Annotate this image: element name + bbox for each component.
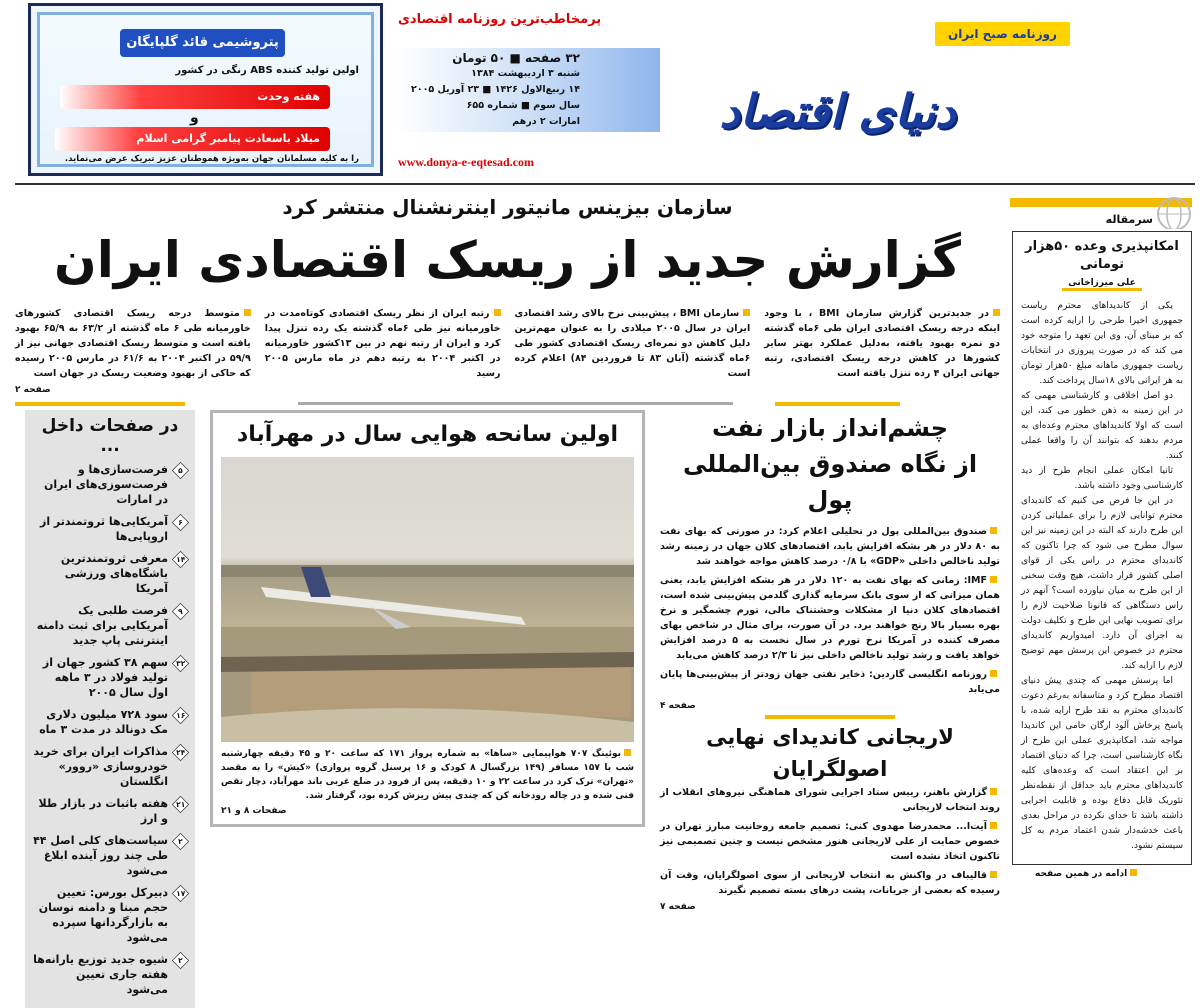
pages-price: ۳۲ صفحه ■ ۵۰ تومان [452, 51, 580, 65]
summary-text: رتبه ایران از نظر ریسک اقتصادی کوتاه‌مدت در خاورمیانه نیز طی ۶ماه گذشته یک رده تنزل پیدا کرد و ایران از رتبه نهم در بین ۱۳کشور خاورمیانه در اکتبر ۲۰۰۴ به رتبه دهم در ماه مارس ۲۰۰۵ رسید [264, 308, 501, 379]
date-other: ۱۴ ربیع‌الاول ۱۴۲۶ ■ ۲۳ آوریل ۲۰۰۵ [410, 84, 580, 95]
editorial-paragraph: دو اصل اخلاقی و کارشناسی مهمی که در این زمینه به ذهن خطور می کند، این است که اولا کاندیداهای محترم وعده‌ای به مردم بدهند که بتوانند آن را واقعا عملی کنند. [1021, 391, 1183, 461]
divider [298, 402, 733, 405]
inside-pages-title: در صفحات داخل ... [41, 416, 179, 456]
page-ref[interactable]: صفحه ۲ [15, 385, 51, 395]
uae-price: امارات ۲ درهم [512, 116, 580, 127]
page-number-badge: ۲ [172, 952, 189, 969]
editorial-box [1012, 231, 1192, 865]
summary-text: در جدیدترین گزارش سازمان BMI ، با وجود اینکه درجه ریسک اقتصادی ایران طی ۶ماه گذشته دو نمره بهبود یافته، به‌دلیل عملکرد بهتر سایر کشورها در کاهش درجه ریسک اقتصادی، رتبه جهانی ایران ۴ رده تنزل یافته است [764, 308, 1000, 379]
bullet-icon [990, 527, 997, 534]
larijani-bullet: قالیباف در واکنش به انتخاب لاریجانی از سوی اصولگرایان، وقت آن رسیده که بعضی از جریانات، پشت درهای بسته تصمیم نگیرند [660, 870, 1000, 896]
inside-item-text: شیوه جدید توزیع یارانه‌ها هفته جاری تعیین می‌شود [33, 953, 168, 996]
page-number-badge: ۳۲ [172, 655, 189, 672]
oil-headline-2[interactable]: از نگاه صندوق بین‌المللی پول [682, 450, 978, 514]
photo-caption [221, 747, 634, 803]
main-area [15, 192, 1000, 1008]
oil-story [660, 410, 1000, 912]
bullet-icon [990, 576, 997, 583]
inside-item-text: دبیرکل بورس: تعیین حجم مبنا و دامنه نوسان به بازارگردانها سپرده می‌شود [38, 886, 168, 944]
oil-bullet: صندوق بین‌المللی پول در تحلیلی اعلام کرد: در صورتی که بهای نفت به ۸۰ دلار در هر بشکه افزایش یابد، اقتصادهای کلان جهان در زمینه رشد تولید ناخالص داخلی «GDP» با ۰/۸ درصد کاهش مواجه خواهند شد [660, 526, 1000, 567]
inside-item-text: سهم ۳۸ کشور جهان از تولید فولاد در ۳ ماهه اول سال ۲۰۰۵ [42, 656, 168, 699]
bullet-icon [990, 822, 997, 829]
oil-bullet: IMF: زمانی که بهای نفت به ۱۲۰ دلار در هر بشکه افزایش یابد، یعنی همان میزانی که از سوی بانک سرمایه گذاری گلدمن پیش‌بینی شده است، اقتصادهای کلان دنیا از مشکلات وحشتناک مالی، تورم چشمگیر و نرخ بهره بسیار بالا رنج خواهند برد. در آن صورت، برای مثال در شاخص بهای مصرف کننده در آمریکا نرخ تورم در سال نخست به ۵ درصد افزایش خواهد یافت و رشد تولید ناخالص داخلی نیز تا ۲/۳ درصد کاهش می‌یابد [660, 575, 1000, 661]
inside-item-text: فرصت طلبی یک آمریکایی برای ثبت دامنه اینترنتی پاپ جدید [36, 604, 168, 647]
editorial-paragraph: اما پرسش مهمی که چندی پیش دنیای اقتصاد مطرح کرد و متاسفانه به‌رغم دعوت کاندیدای محترم به نقد طرح ارایه شده، با پاسخ پرخاش آلود ارگان حامی این کاندیدا مواجه شد، امکانپذیری عملی این طرح از نگاه کارشناسی است، چرا که دنیای اقتصاد بر این اعتقاد است که وعده‌های کلیه کاندیداهای محترم باید حداقل از نقطه‌نظر تئوریک قابل دفاع بوده و قابلیت اجرایی داشته باشد تا خدای نکرده در مراحل بعدی باعث خدشه‌دار شدن اعتماد مردم به کل سیستم نشود. [1021, 676, 1183, 851]
inside-item-text: مذاکرات ایران برای خرید خودروسازی «روور» انگلستان [33, 745, 168, 788]
inside-item-text: معرفی ثروتمندترین باشگاه‌های ورزشی آمریکا [60, 552, 168, 595]
inside-page-item[interactable] [31, 833, 189, 878]
larijani-bullet: آیت‌ا... محمدرضا مهدوی کنی: تصمیم جامعه روحانیت مبارز تهران در خصوص حمایت از علی لاریجانی هنوز مشخص نیست و چنین تصمیمی نیز تاکنون اتخاذ نشده است [660, 821, 1000, 862]
globe-icon [1155, 195, 1193, 229]
summary-text: متوسط درجه ریسک اقتصادی کشورهای خاورمیانه طی ۶ ماه گذشته از ۶۳/۲ به ۶۵/۹ بهبود یافته است و متوسط ریسک اقتصادی جهانی نیز از ۵۹/۹ در اکتبر ۲۰۰۴ به ۶۱/۶ در مارس ۲۰۰۵ رسیده که حاکی از بهبود وضعیت ریسک در جهان است [15, 308, 251, 379]
page-ref[interactable]: صفحه ۴ [660, 701, 696, 711]
divider [765, 715, 895, 719]
inside-item-text: آمریکایی‌ها ثروتمندتر از اروپایی‌ها [40, 515, 168, 543]
page-number-badge: ۱۴ [172, 551, 189, 568]
editorial-section-label: سرمقاله [1105, 213, 1153, 226]
bullet-icon [624, 749, 631, 756]
oil-bullet: روزنامه انگلیسی گاردین: ذخایر نفتی جهان زودتر از پیش‌بینی‌ها پایان می‌یابد [660, 669, 1000, 695]
divider [15, 402, 185, 406]
editorial-paragraph: ثانیا امکان عملی انجام طرح از دید کارشناسی وجود داشته باشد. [1021, 466, 1183, 491]
lead-kicker: سازمان بیزینس مانیتور اینترنشنال منتشر کرد [282, 195, 733, 219]
editorial-paragraph: یکی از کاندیداهای محترم ریاست جمهوری اخیرا طرحی را ارایه کرده است که بر مبنای آن، وی این تعهد را متوجه خود می کند که در صورت پیروزی در انتخابات ریاست جمهوری ماهانه مبلغ ۵۰هزار تومان به هر ایرانی بالای ۱۸سال پرداخت کند. [1021, 301, 1184, 386]
inside-item-text: سود ۷۲۸ میلیون دلاری مک دونالد در مدت ۳ ماه [39, 708, 168, 736]
inside-page-item[interactable] [31, 462, 189, 507]
bullet-icon [990, 788, 997, 795]
page-number-badge: ۱۶ [172, 707, 189, 724]
photo-story-headline[interactable]: اولین سانحه هوایی سال در مهرآباد [236, 422, 619, 447]
plane-crash-photo [221, 457, 634, 742]
date-persian: شنبه ۳ اردیبهشت ۱۳۸۴ [471, 68, 580, 79]
divider [775, 402, 900, 406]
page-ref[interactable]: صفحات ۸ و ۲۱ [221, 806, 287, 816]
larijani-headline[interactable]: لاریجانی کاندیدای نهایی اصولگرایان [706, 725, 954, 781]
ad-title: پتروشیمی قائد گلپایگان [120, 29, 285, 57]
tagline: روزنامه صبح ایران [935, 22, 1070, 46]
bullet-icon [993, 309, 1000, 316]
editorial-column [1010, 195, 1195, 879]
dividers [15, 402, 1000, 406]
oil-headline-1[interactable]: چشم‌انداز بازار نفت [712, 414, 948, 442]
bullet-icon [990, 670, 997, 677]
ad-line: اولین تولید کننده ABS رنگی در کشور [175, 65, 359, 76]
lead-headline[interactable]: گزارش جدید از ریسک اقتصادی ایران [54, 231, 961, 289]
bottom-row [15, 410, 1000, 1008]
bullet-icon [494, 309, 501, 316]
issue-info [395, 48, 660, 132]
ad-banner-unity-week: هفته وحدت [60, 85, 330, 109]
page-ref[interactable]: صفحه ۷ [660, 902, 696, 912]
summary-text: سازمان BMI ، پیش‌بینی نرخ بالای رشد اقتصادی ایران در سال ۲۰۰۵ میلادی را به عنوان مهم‌ترین دلیل کاهش دو نمره‌ای ریسک اقتصادی کشور طی ۶ماه گذشته (آبان ۸۳ تا فروردین ۸۴) اعلام کرده است [514, 308, 751, 379]
slogan: پرمخاطب‌ترین روزنامه اقتصادی [398, 12, 602, 27]
editorial-author: علی میرزاخانی [1062, 278, 1142, 291]
issue-number: سال سوم ■ شماره ۶۵۵ [466, 100, 580, 111]
page-number-badge: ۱۷ [172, 885, 189, 902]
inside-page-item[interactable] [31, 707, 189, 737]
editorial-title[interactable]: امکانپذیری وعده ۵۰هزار تومانی [1025, 239, 1179, 272]
inside-page-item[interactable] [31, 885, 189, 945]
page-number-badge: ۲ [172, 833, 189, 850]
website-link[interactable]: www.donya-e-eqtesad.com [398, 155, 534, 169]
advertisement[interactable] [28, 3, 383, 176]
masthead-divider [15, 183, 1195, 185]
page-number-badge: ۲۴ [172, 744, 189, 761]
inside-page-item[interactable] [31, 655, 189, 700]
page-number-badge: ۲۱ [172, 796, 189, 813]
page-number-badge: ۹ [172, 603, 189, 620]
bullet-icon [244, 309, 251, 316]
bullet-icon [1130, 869, 1137, 876]
inside-page-item[interactable] [31, 796, 189, 826]
page-number-badge: ۶ [172, 514, 189, 531]
inside-page-item[interactable] [31, 603, 189, 648]
photo-story [210, 410, 645, 827]
bullet-icon [743, 309, 750, 316]
inside-item-text: هفته باثبات در بازار طلا و ارز [38, 797, 168, 825]
inside-page-item[interactable] [31, 551, 189, 596]
lead-summary [515, 306, 751, 398]
larijani-bullet: گزارش باهنر، رییس ستاد اجرایی شورای هماهنگی نیروهای انقلاب از روند انتخاب لاریجانی [660, 787, 1000, 813]
inside-page-item[interactable] [31, 514, 189, 544]
page-number-badge: ۵ [172, 462, 189, 479]
lead-summary [764, 306, 1000, 398]
lead-summary [265, 306, 501, 398]
ad-and: و [190, 110, 199, 126]
editorial-paragraph: در این جا فرض می کنیم که کاندیدای محترم توانایی لازم را برای عملیاتی کردن این طرح دارند که البته در این زمینه نیز این سوال مطرح می شود که چرا تاکنون که کاندیدای محترم در راس یکی از قوای اصلی کشور قرار داشت، هیچ وقت سخنی از این طرح به میان نیاورده است؟ آنهم در راس دستگاهی که قانونا صلاحیت لازم را برای تصویب نهایی این طرح و تکلیف دولت به اجرای آن دارد. امیدواریم کاندیدای محترم در خصوص این پرسش مهم توضیح لازم را ارایه کند. [1021, 496, 1183, 671]
inside-page-item[interactable] [31, 744, 189, 789]
bullet-icon [990, 871, 997, 878]
inside-item-text: سیاست‌های کلی اصل ۴۴ طی چند روز آینده ابلاغ می‌شود [33, 834, 168, 877]
inside-pages-box [25, 410, 195, 1008]
inside-page-item[interactable] [31, 952, 189, 997]
continued-link[interactable]: ادامه در همین صفحه [1035, 869, 1195, 879]
lead-summaries [15, 306, 1000, 398]
ad-banner-birthday: میلاد باسعادت پیامبر گرامی اسلام [55, 127, 330, 151]
caption-text: بوئینگ ۷۰۷ هواپیمایی «ساها» به شماره پرواز ۱۷۱ که ساعت ۲۰ و ۴۵ دقیقه چهارشنبه شب با ۱۵۷ مسافر (۱۴۹ بزرگسال ۸ کودک و ۱۶ پرسنل گروه پروازی) «کیش» را به مقصد «تهران» ترک کرد در ساعت ۲۲ و ۱۰ دقیقه، پس از فرود در ضلع غربی باند مهرآباد، دچار نقص فنی شده و در چاله رودخانه کن که چندی پیش ریزش کرده بود، گرفتار شد. [221, 749, 634, 801]
inside-item-text: فرصت‌سازی‌ها و فرصت‌سوزی‌های ایران در امارات [43, 463, 168, 506]
lead-summary [15, 306, 251, 398]
newspaper-logo: دنیای اقتصاد [719, 84, 956, 138]
ad-line: را به کلیه مسلمانان جهان به‌ویژه هموطنان عزیز تبریک عرض می‌نماید. [64, 154, 359, 164]
